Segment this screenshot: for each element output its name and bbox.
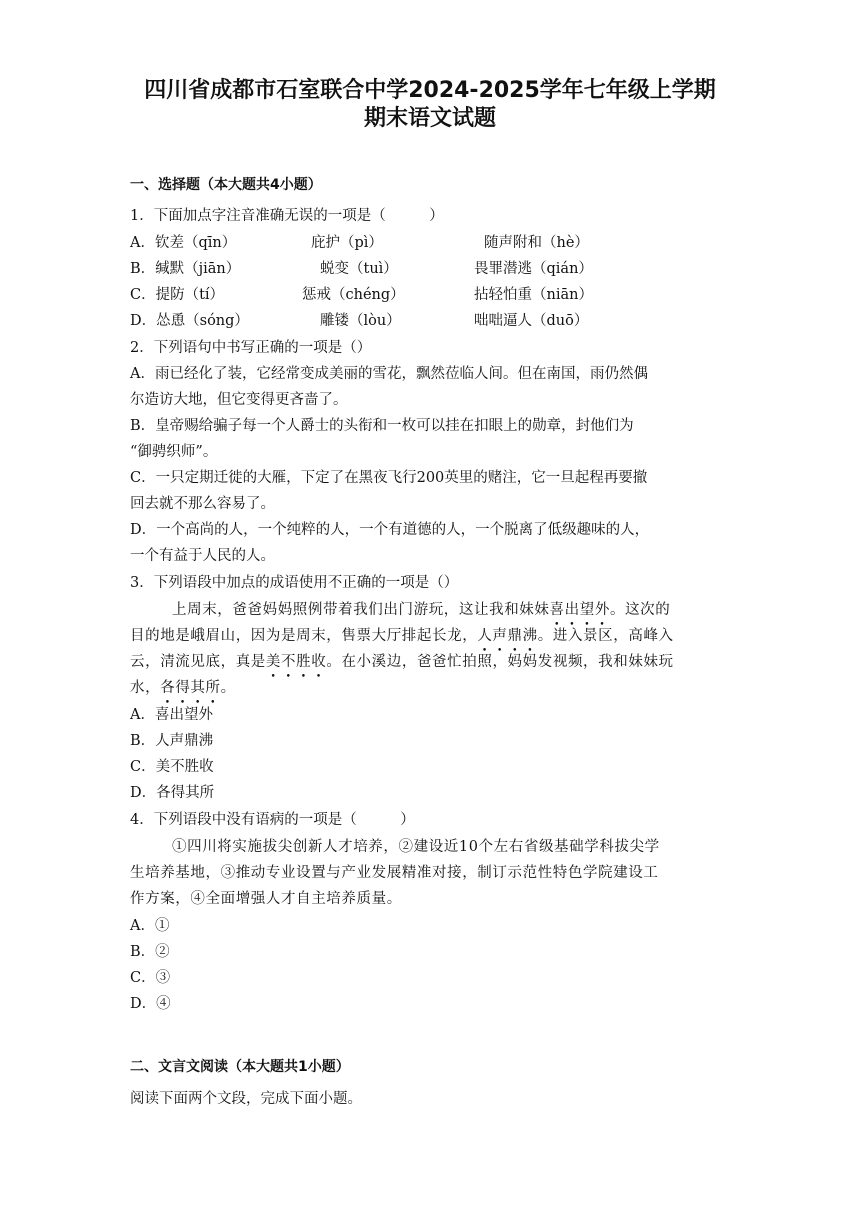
emphasis-dot-char: 声: [492, 628, 508, 644]
q2-option-c-line2: 回去就不那么容易了。: [130, 496, 275, 512]
q3-dotted-idiom-3: [266, 654, 326, 670]
section-heading-2: 二、文言文阅读（本大题共1小题）: [130, 1059, 350, 1075]
q3-dotted-idiom-1: [550, 602, 610, 618]
q1-option-b-3: 畏罪潜逃（qián）: [474, 261, 593, 277]
q1-option-c-3: 拈轻怕重（niān）: [474, 287, 593, 303]
emphasis-dot-char: 美: [265, 654, 282, 670]
emphasis-dot-char: 各: [160, 680, 176, 696]
q1-option-b-2: 蜕变（tuì）: [320, 261, 398, 277]
question-4-stem: 4．下列语段中没有语病的一项是（ ）: [130, 812, 415, 828]
q3-passage-text: 。进入景区，高峰入: [537, 628, 674, 644]
q3-passage-text: 。在小溪边，爸爸忙拍照，妈妈发视频，我和妹妹玩: [326, 654, 674, 670]
q3-dotted-idiom-4: [160, 680, 220, 696]
emphasis-dot-char: 不: [281, 654, 297, 670]
question-1-stem: 1．下面加点字注音准确无误的一项是（ ）: [130, 208, 444, 224]
emphasis-dot-char: 外: [594, 602, 610, 618]
emphasis-dot-char: 喜: [549, 602, 565, 618]
q1-option-c-1: C．提防（tí）: [130, 287, 225, 303]
q3-passage-line3: [130, 652, 674, 672]
q3-passage-line1: [172, 600, 670, 620]
reading-instruction: 阅读下面两个文段，完成下面小题。: [130, 1091, 362, 1107]
emphasis-dot-char: 收: [311, 654, 327, 670]
page-title-line1: 四川省成都市石室联合中学2024-2025学年七年级上学期: [144, 78, 716, 103]
q1-option-a-1: A．钦差（qīn）: [130, 235, 237, 251]
q3-passage-text: 水，: [130, 680, 161, 696]
q3-option-b: B．人声鼎沸: [130, 733, 214, 749]
emphasis-dot-char: 沸: [522, 628, 538, 644]
q1-option-a-3: 随声附和（hè）: [484, 235, 589, 251]
q4-option-c: C．③: [130, 970, 171, 986]
q3-option-a: A．喜出望外: [130, 707, 213, 723]
q3-passage-line4: [130, 678, 236, 698]
q2-option-d-line2: 一个有益于人民的人。: [130, 548, 275, 564]
q3-passage-line2: [130, 626, 674, 646]
emphasis-dot-char: 人: [477, 628, 493, 644]
question-3-stem: 3．下列语段中加点的成语使用不正确的一项是（）: [130, 575, 459, 591]
emphasis-dot-char: 得: [175, 680, 191, 696]
q4-passage-line2: 生培养基地，③推动专业设置与产业发展精准对接，制订示范性特色学院建设工: [130, 865, 659, 881]
q1-option-b-1: B．缄默（jiān）: [130, 261, 241, 277]
q4-option-d: D．④: [130, 996, 171, 1012]
emphasis-dot-char: 胜: [296, 654, 312, 670]
q2-option-b-line1: B．皇帝赐给骗子每一个人爵士的头衔和一枚可以挂在扣眼上的勋章，封他们为: [130, 418, 634, 434]
emphasis-dot-char: 望: [579, 602, 595, 618]
q3-passage-text: 。: [220, 680, 236, 696]
q4-passage-line3: 作方案，④全面增强人才自主培养质量。: [130, 891, 402, 907]
question-2-stem: 2．下列语句中书写正确的一项是（）: [130, 340, 372, 356]
q3-dotted-idiom-2: [477, 628, 537, 644]
page-title-line2: 期末语文试题: [363, 106, 496, 131]
q2-option-c-line1: C．一只定期迁徙的大雁，下定了在黑夜飞行200英里的赌注，它一旦起程再要撤: [130, 470, 648, 486]
q2-option-b-line2: “御骋织师”。: [130, 444, 218, 460]
q2-option-a-line2: 尔造访大地，但它变得更吝啬了。: [130, 392, 348, 408]
q2-option-a-line1: A．雨已经化了装，它经常变成美丽的雪花，飘然莅临人间。但在南国，雨仍然偶: [130, 366, 648, 382]
q1-option-d-2: 雕镂（lòu）: [320, 313, 401, 329]
q4-option-b: B．②: [130, 944, 170, 960]
emphasis-dot-char: 所: [205, 680, 221, 696]
emphasis-dot-char: 出: [564, 602, 580, 618]
emphasis-dot-char: 鼎: [507, 628, 523, 644]
q1-option-a-2: 庇护（pì）: [311, 235, 383, 251]
q3-passage-text: 。这次的: [609, 602, 671, 618]
q1-option-c-2: 惩戒（chéng）: [302, 287, 405, 303]
q1-option-d-3: 咄咄逼人（duō）: [474, 313, 589, 329]
q4-passage-line1: ①四川将实施拔尖创新人才培养，②建设近10个左右省级基础学科拔尖学: [172, 839, 660, 855]
q1-option-d-1: D．怂恿（sóng）: [130, 313, 249, 329]
q2-option-d-line1: D．一个高尚的人，一个纯粹的人，一个有道德的人，一个脱离了低级趣味的人，: [130, 522, 650, 538]
q3-passage-text: 云，清流见底，真是: [130, 654, 266, 670]
emphasis-dot-char: 其: [190, 680, 206, 696]
section-heading-1: 一、选择题（本大题共4小题）: [130, 177, 322, 193]
q3-passage-text: 目的地是峨眉山，因为是周末，售票大厅排起长龙，: [130, 628, 478, 644]
q4-option-a: A．①: [130, 918, 170, 934]
q3-option-d: D．各得其所: [130, 785, 215, 801]
q3-option-c: C．美不胜收: [130, 759, 214, 775]
q3-passage-text: 上周末，爸爸妈妈照例带着我们出门游玩，这让我和妹妹: [172, 602, 550, 618]
